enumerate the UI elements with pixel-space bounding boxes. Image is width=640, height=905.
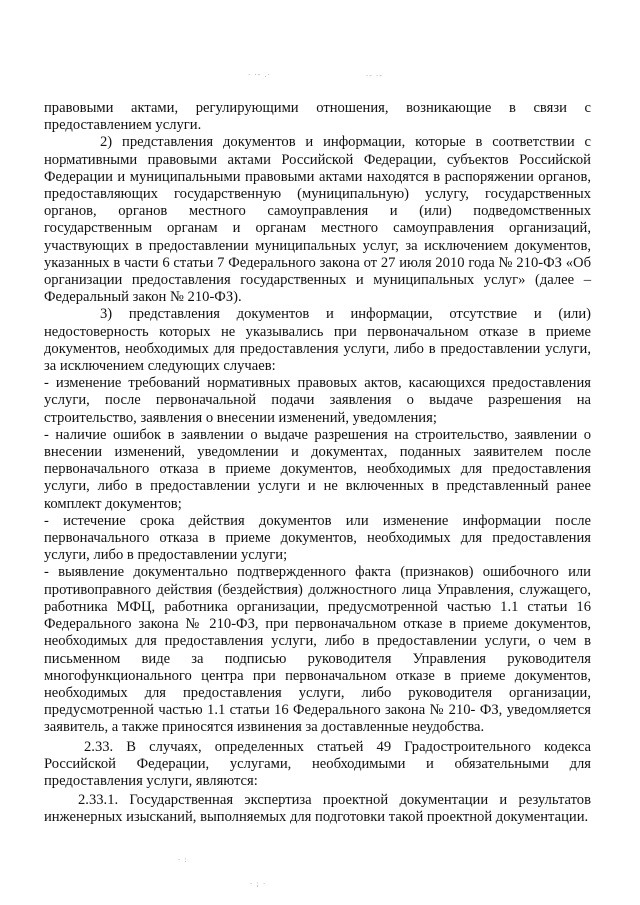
- scan-artifact: · :: [178, 856, 188, 864]
- scan-artifact: ·- ·-: [366, 72, 383, 80]
- paragraph-item-3: 3) представления документов и информации, отсутствие и (или) недостоверность которых не указывались при первоначальном отказе в приеме документов, необходимых для предоставления услуги, либо в предоставлении услуги, за исключением следующих случаев:: [44, 306, 591, 375]
- paragraph-item-2: 2) представления документов и информации, которые в соответствии с нормативными правовыми актами Российской Федерации, субъектов Российской Федерации и муниципальными правовыми актами находятся в распоряжении органов, предоставляющих государственную (муниципальную) услугу, государственных органов, органов местного самоуправления и (или) подведомственных государственным органам и органам местного самоуправления организаций, участвующих в предоставлении муниципальных услуг, за исключением документов, указанных в части 6 статьи 7 Федерального закона от 27 июля 2010 года № 210-ФЗ «Об организации предоставления государственных и муниципальных услуг» (далее – Федеральный закон № 210-ФЗ).: [44, 134, 591, 306]
- section-2-33-1: 2.33.1. Государственная экспертиза проектной документации и результатов инженерных изысканий, выполняемых для подготовки такой проектной документации.: [44, 792, 591, 826]
- list-item: - выявление документально подтвержденного факта (признаков) ошибочного или противоправного действия (бездействия) должностного лица Управления, служащего, работника МФЦ, работника организации, предусмотренной частью 1.1 статьи 16 Федерального закона № 210-ФЗ, при первоначальном отказе в приеме документов, необходимых для предоставления услуги, либо в предоставлении услуги, о чем в письменном виде за подписью руководителя Управления руководителя многофункционального центра при первоначальном отказе в приеме документов, необходимых для предоставления услуги, либо руководителя организации, предусмотренной частью 1.1 статьи 16 Федерального закона № 210- ФЗ, уведомляется заявитель, а также приносятся извинения за доставленные неудобства.: [44, 564, 591, 736]
- list-item: - истечение срока действия документов или изменение информации после первоначального отказа в приеме документов, необходимых для предоставления услуги, либо в предоставлении услуги;: [44, 512, 591, 564]
- paragraph: правовыми актами, регулирующими отношения, возникающие в связи с предоставлением услуги.: [44, 100, 591, 134]
- list-item: - наличие ошибок в заявлении о выдаче разрешения на строительство, заявлении о внесении изменений, уведомлении и документах, поданных заявителем после первоначального отказа в приеме документов, необходимых для предоставления услуги, либо в предоставлении услуги и не включенных в представленный ранее комплект документов;: [44, 426, 591, 512]
- document-body: [44, 100, 591, 827]
- scan-artifact: · ·- .·: [248, 71, 271, 79]
- list-item: - изменение требований нормативных правовых актов, касающихся предоставления услуги, после первоначальной подачи заявления о выдаче разрешения на строительство, заявления о внесении изменений, уведомления;: [44, 375, 591, 426]
- section-2-33: 2.33. В случаях, определенных статьей 49 Градостроительного кодекса Российской Федерации, услугами, необходимыми и обязательными для предоставления услуги, являются:: [44, 738, 591, 789]
- scan-artifact: · ; ·: [250, 880, 267, 888]
